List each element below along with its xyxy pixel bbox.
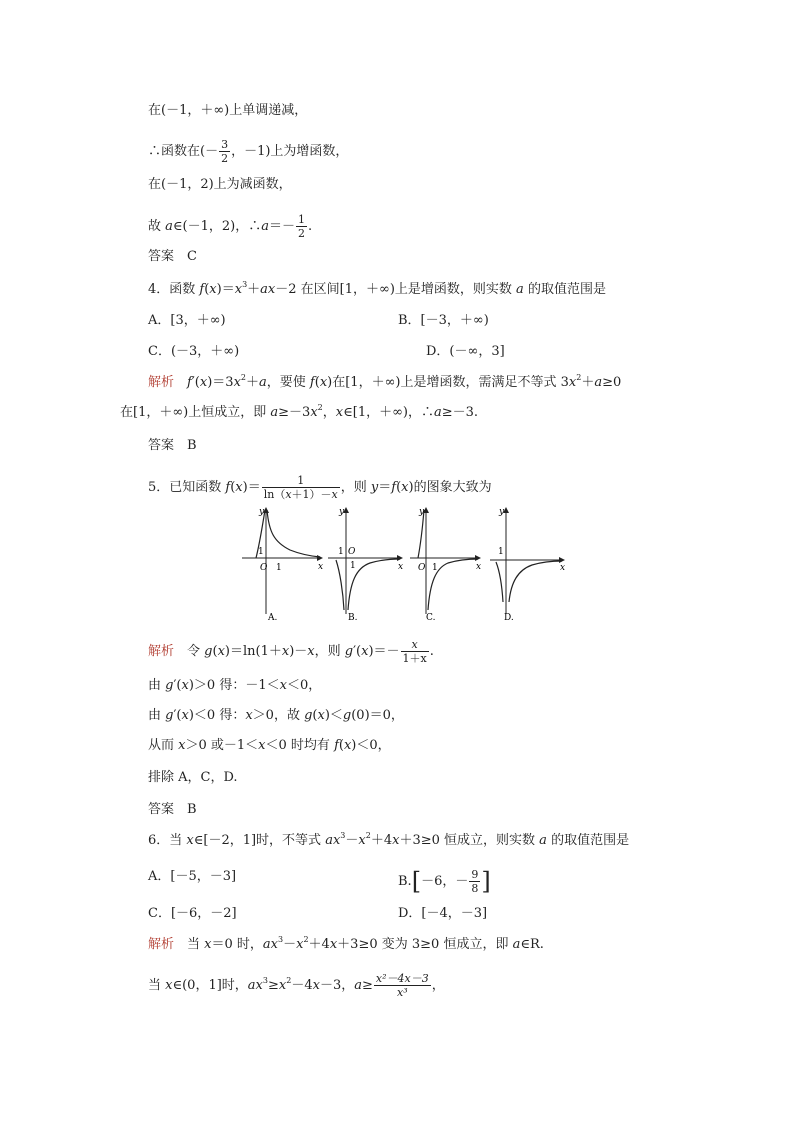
q5-stem: 5．已知函数 f(x)＝ $\frac{1}{\ln(x+1)-x}$ ，则 y＝f(x)的图象大致为 [148,474,492,501]
graph-label-a: A. [268,613,278,623]
analysis-label: 解析 [148,644,175,659]
graph-a-one-y: 1 [258,547,264,557]
answer-q5: 答案 B [148,802,197,817]
fraction: $\frac{1}{\ln(x+1)-x}$ [263,474,338,501]
q4-stem: 4．函数 $f(x)=x^3+ax-2$ 在区间[1，＋∞)上是增函数，则实数 a 的取值范围是 [148,280,606,297]
analysis-label: 解析 [148,937,175,952]
q4-analysis-2: 在[1，＋∞)上恒成立，即 $a\ge-3x^2$，x∈[1，＋∞)，∴a≥－3. [120,403,479,420]
q4-option-b: B．[－3，＋∞) [398,313,489,328]
graph-b-one-x: 1 [350,561,356,571]
answer-prev: 答案 C [148,249,197,264]
graph-d-one: 1 [498,547,504,557]
fraction: $\frac{\text{x²－4x－3}}{\text{x³}}$ [375,972,429,999]
fraction: $\frac{9}{8}$ [471,868,479,895]
graph-c [410,507,481,623]
graph-c-y: y [419,507,425,517]
prev-line-3: 在(－1，2)上为减函数， [148,177,292,192]
graph-c-x: x [476,562,482,572]
prev-line-4: 故 a∈(－1，2)，∴a＝－ $\frac{1}{2}$ . [148,213,313,240]
graph-d-x: x [560,563,566,573]
answer-q4: 答案 B [148,438,197,453]
graph-d-y: y [499,507,505,517]
prev-line-1: 在(－1，＋∞)上单调递减， [148,103,308,118]
q6-analysis-2: 当 x∈(0，1]时，$ax^3\ge x^2-4x-3$，a≥ $\frac{\text{x²－4x－3}}{\text{x³}}$ ， [148,972,445,999]
prev-line-2: ∴函数在(－ $\frac{3}{2}$ ，－1)上为增函数， [148,138,349,165]
graph-b-x: x [398,562,404,572]
graph-a-x: x [318,562,324,572]
graph-label-d: D. [504,613,514,623]
graph-a-one: 1 [276,563,282,573]
q6-option-a: A．[－5，－3] [148,869,237,884]
graph-a [242,507,323,623]
q5-analysis-2: 由 g′(x)＞0 得：－1＜x＜0， [148,678,322,693]
graph-c-o: O [418,563,426,573]
q4-option-c: C．(－3，＋∞) [148,344,240,359]
q4-option-a: A．[3，＋∞) [148,313,226,328]
fraction: $\frac{1}{2}$ [298,213,305,240]
q6-option-c: C．[－6，－2] [148,906,237,921]
graph-label-b: B. [348,613,358,623]
q6-option-d: D．[－4，－3] [398,906,488,921]
analysis-label: 解析 [148,375,175,390]
graph-d [490,507,565,623]
graph-b-one: 1 [338,547,344,557]
graph-c-one: 1 [432,563,438,573]
q5-analysis-3: 由 g′(x)＜0 得：x＞0，故 g(x)＜g(0)＝0， [148,708,404,723]
q4-analysis-1: 解析 $f'(x)=3x^2+a$，要使 f(x)在[1，＋∞)上是增函数，需满足不等式 $3x^2+a\ge 0$ [148,373,622,390]
answer-graphs [240,502,580,626]
graph-a-y: y [259,507,265,517]
fraction: $\frac{x}{1+x}$ [402,638,427,665]
graph-a-o: O [260,563,268,573]
q6-analysis-1: 解析 当 x＝0 时，$ax^3-x^2+4x+3\ge 0$ 变为 3≥0 恒成立，即 a∈R. [148,935,544,952]
graph-b-o: O [348,547,356,557]
q5-analysis-5: 排除 A，C，D. [148,770,238,785]
graph-label-c: C. [426,613,436,623]
graph-b [328,507,403,623]
q5-analysis-1: 解析 令 g(x)＝ln(1＋x)－x，则 g′(x)＝－ $\frac{x}{1+x}$ . [148,638,434,665]
q6-option-b: B.[－6，－ $\frac{9}{8}$ ] [398,867,491,896]
fraction: $\frac{3}{2}$ [221,138,229,165]
q4-option-d: D．(－∞，3] [426,344,505,359]
q5-analysis-4: 从而 x＞0 或－1＜x＜0 时均有 f(x)＜0， [148,738,391,753]
graph-b-y: y [339,507,345,517]
q6-stem: 6．当 x∈[－2，1]时，不等式 $ax^3-x^2+4x+3\ge 0$ 恒成立，则实数 a 的取值范围是 [148,831,630,848]
